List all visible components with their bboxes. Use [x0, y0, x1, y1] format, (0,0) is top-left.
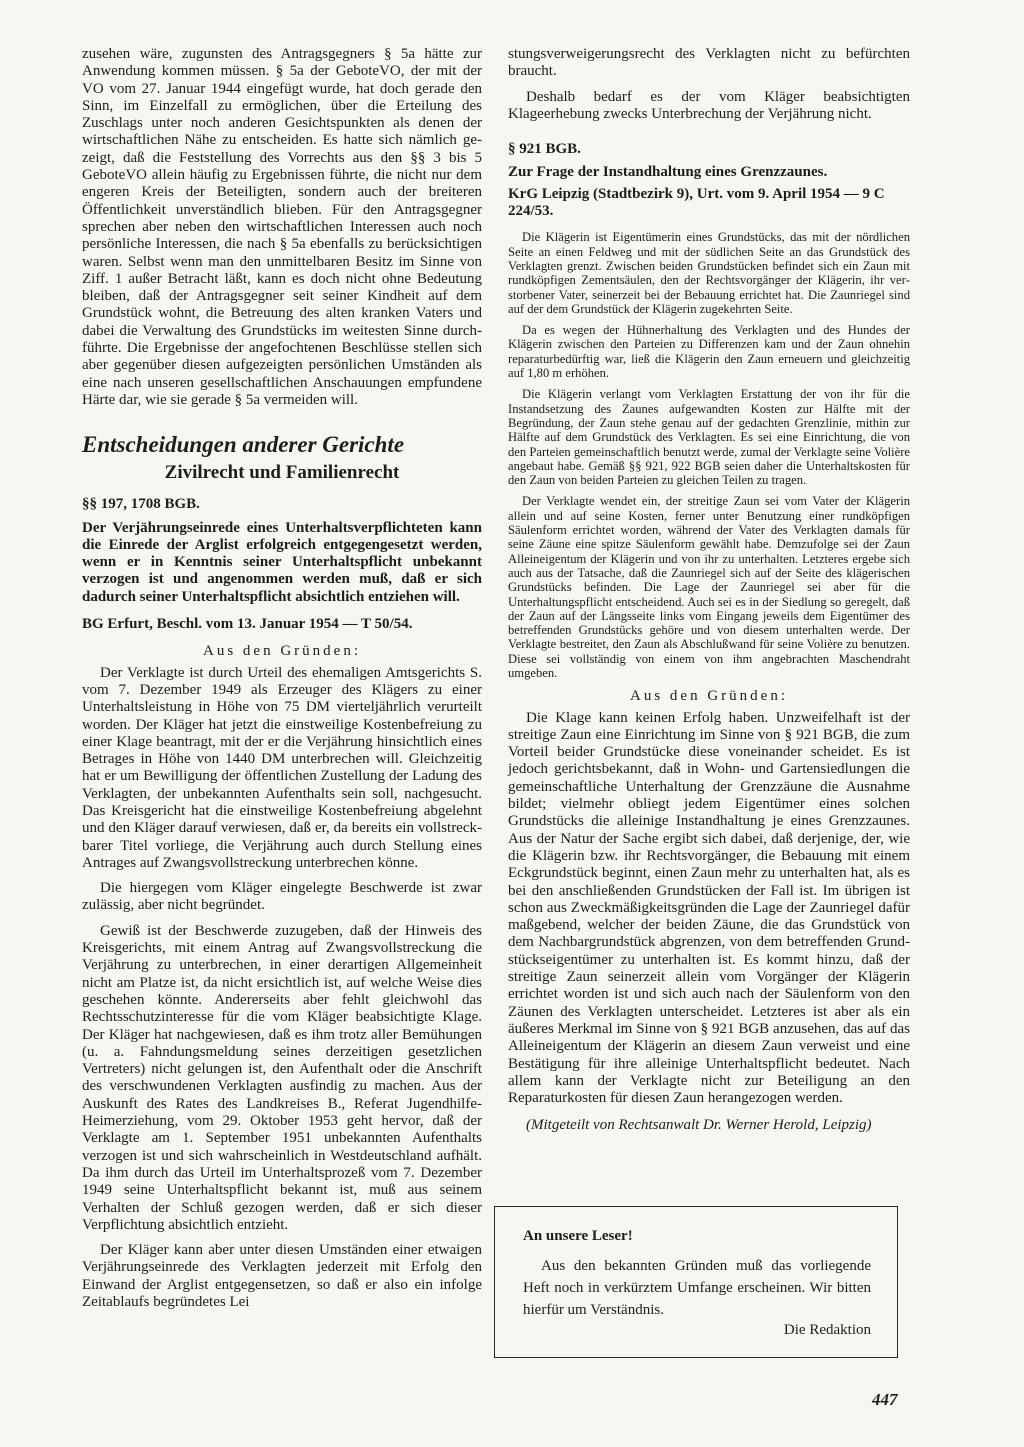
case2-credit: (Mitgeteilt von Rechtsanwalt Dr. Werner Herold, Leipzig) — [526, 1117, 872, 1134]
case2-fact-paragraph: Da es wegen der Hühnerhaltung des Verklagten und des Hundes der Klägerin zwischen den Parteien zu Differenzen kam und der Zaun ohnehin reparaturbedürftig war, ließ die Klägerin den Zaun erneuern und gleichzeitig auf 1,80 m erhöhen. — [508, 323, 910, 381]
notice-signature: Die Redaktion — [783, 1322, 871, 1338]
notice-body: Aus den bekannten Gründen muß das vorliegende Heft noch in verkürztem Umfange erscheinen. Wir bitten hierfür um Verständnis. — [523, 1258, 871, 1318]
section-heading: Entscheidungen anderer Gerichte — [82, 432, 405, 458]
case1-court-reference: BG Erfurt, Beschl. vom 13. Januar 1954 — T 50/54. — [82, 616, 413, 633]
left-column — [82, 46, 482, 1311]
case1-headnote: Der Verjährungseinrede eines Unterhaltsverpflichteten kann die Einrede der Arglist erfolgreich entgegengesetzt werden, wenn er in Kenntnis seiner Unterhaltspflicht unbekannt verzogen ist und angenommen werden muß, daß er sich dadurch seiner Unterhaltspflicht absichtlich entziehen will. — [82, 519, 482, 605]
page-number: 447 — [872, 1390, 898, 1409]
case1-paragraph: Der Kläger kann aber unter diesen Umständen einer etwaigen Verjährungseinrede des Verklagten jederzeit mit Erfolg den Einwand der Arglist entgegensetzen, so daß er also ein infolge Zeitablaufs begründetes Lei — [82, 1242, 482, 1310]
case2-statute: § 921 BGB. — [508, 141, 581, 158]
case2-court-reference: KrG Leipzig (Stadtbezirk 9), Urt. vom 9. April 1954 — 9 C 224/53. — [508, 185, 885, 220]
intro-paragraph: zusehen wäre, zugunsten des Antragsgegners § 5a hätte zur Anwendung kommen müssen. § 5a der GeboteVO, der mit der VO vom 27. Januar 1944 eingefügt wurde, hat doch gerade den Sinn, im Einzelfall zu ermöglichen, über die Erteilung des Zuschlags unter noch anderen Gesichtspunkten als denen der wirtschaftlichen Nähe zu entscheiden. Es hatte sich nämlich gezeigt, daß die Feststellung des Vorrechts aus den §§ 3 bis 5 GeboteVO allein häufig zu Ergebnissen führte, die nicht nur dem engeren Kreis der Beteiligten, sondern auch der breiteren Öffentlichkeit unverständlich blieben. Für den Antragsgegner sprechen aber neben den wirtschaftlichen Interessen auch noch persönliche Interessen, die nach § 5a ebenfalls zu berücksichtigen waren. Selbst wenn man den unmittelbaren Besitz im Sinne von Ziff. 1 außer Betracht läßt, kann es doch nicht ohne Bedeutung bleiben, daß der Antragsgegner seit seiner Kindheit auf dem Grundstück wohnt, die Betreuung des alten kranken Vaters und dabei die Verwaltung des Grundstücks im weitesten Sinne durchführte. Die Ergebnisse der angefochtenen Beschlüsse stellen sich aber gegenüber diesen aufgezeigten persönlichen Umständen als eine nach unseren gesellschaftlichen Anschauungen empfundene Härte dar, wie sie gerade § 5a vermeiden will. — [82, 46, 482, 408]
case1-paragraph: Der Verklagte ist durch Urteil des ehemaligen Amtsgerichts S. vom 7. Dezember 1949 als Erzeuger des Klägers zu einer Unterhaltsleistung in Höhe von 75 DM vierteljährlich verurteilt worden. Der Kläger hat jetzt die einstweilige Kostenbefreiung zu einer Klage beantragt, mit der er die Verjährung hinsichtlich eines Betrages in Höhe von 1440 DM unterbrechen will. Gleichzeitig hat er um Bewilligung der öffentlichen Zustellung der Ladung des Verklagten, der unbekannten Aufenthalts sein soll, nachgesucht. Das Kreisgericht hat die einstweilige Kostenbefreiung abgelehnt und den Kläger darauf verwiesen, daß er, da bereits ein vollstreckbarer Titel vorliege, die Verjährung auch durch Stellung eines Antrages auf Zwangsvollstreckung unterbrechen könne. — [82, 664, 482, 871]
case2-facts — [508, 230, 910, 680]
reader-notice-box — [494, 1206, 898, 1358]
case1-grounds-heading: Aus den Gründen: — [203, 643, 361, 660]
right-column — [508, 46, 910, 1135]
case2-fact-paragraph: Die Klägerin ist Eigentümerin eines Grundstücks, das mit der nördlichen Seite an einen Feldweg und mit der südlichen Seite an das Grundstück des Verklagten grenzt. Zwischen beiden Grundstücken befindet sich ein Zaun mit rundköpfigen Zementsäulen, den der Rechtsvorgänger der Klägerin, ihr verstorbener Vater, seinerzeit bei der Bebauung errichtet hat. Die Zaunriegel sind auf der dem Grundstück der Klägerin zugekehrten Seite. — [508, 230, 910, 316]
case1-paragraph: Die hiergegen vom Kläger eingelegte Beschwerde ist zwar zulässig, aber nicht begründet. — [82, 880, 482, 914]
case1-paragraph: Gewiß ist der Beschwerde zuzugeben, daß der Hinweis des Kreisgerichts, mit einem Antrag auf Zwangsvollstreckung die Verjährung zu unterbrechen, in einer derartigen Allgemeinheit nicht am Platze ist, da nicht ersichtlich ist, auf welche Weise dies geschehen könnte. Andererseits aber fehlt gleichwohl das Rechtsschutzinteresse für die vom Kläger beabsichtigte Klage. Der Kläger hat nachgewiesen, daß es ihm trotz aller Bemühungen (u. a. Fahndungsmeldung seines derzeitigen gesetzlichen Vertreters) nicht gelungen ist, den Aufenthalt oder die Anschrift des verschwundenen Verklagten ausfindig zu machen. Aus der Auskunft des Rates des Landkreises B., Referat Jugendhilfe-Heimerziehung, vom 29. Oktober 1953 geht hervor, daß der Verklagte am 1. September 1951 unbekannten Aufenthalts verzogen ist und sich wahrscheinlich in Westdeutschland aufhält. Da ihm durch das Urteil im Unterhaltsprozeß vom 7. Dezember 1949 seine Unterhaltspflicht bekannt ist, muß aus seinem Verhalten der Schluß gezogen werden, daß er sich dieser Verpflichtung absichtlich entzieht. — [82, 922, 482, 1233]
notice-title: An unsere Leser! — [523, 1228, 633, 1244]
continuation-paragraph: stungsverweigerungsrecht des Verklagten nicht zu befürchten braucht. — [508, 46, 910, 80]
case2-grounds-heading: Aus den Gründen: — [630, 688, 788, 705]
case2-fact-paragraph: Die Klägerin verlangt vom Verklagten Erstattung der von ihr für die Instandsetzung des Zaunes aufgewandten Kosten zur Hälfte mit der Begründung, der Zaun stehe genau auf der gedachten Grenzlinie, mithin zur Hälfte auf dem Grundstück des Verklagten. Es sei eine Einrichtung, die von den Parteien gemeinschaftlich benutzt werde, zumal der Verklagte seine Volière angebaut habe. Gemäß §§ 921, 922 BGB seien daher die Unterhaltskosten für den Zaun von beiden Parteien zu gleichen Teilen zu tragen. — [508, 387, 910, 488]
continuation-paragraph: Deshalb bedarf es der vom Kläger beabsichtigten Klageerhebung zwecks Unterbrechung der Verjährung nicht. — [508, 88, 910, 122]
section-subheading: Zivilrecht und Familienrecht — [164, 462, 400, 484]
case2-grounds-paragraph: Die Klage kann keinen Erfolg haben. Unzweifelhaft ist der streitige Zaun eine Einrichtung im Sinne von § 921 BGB, die zum Vorteil beider Grundstücke diese voneinander scheidet. Es ist jedoch gerichtsbekannt, daß in Wohn- und Gartensiedlungen die gemeinschaftliche Unterhaltung der Grenzzäune die Ausnahme bildet; vielmehr obliegt jedem Eigentümer eines solchen Grundstücks die alleinige Instandhaltung je eines Grenzzaunes. Aus der Natur der Sache ergibt sich dabei, daß derjenige, der, wie die Klägerin bzw. ihr Rechtsvorgänger, die Bebauung mit einem Eckgrundstück beginnt, einen Zaun mehr zu unterhalten hat, als es bei den anschließenden Grundstücken der Fall ist. Im übrigen ist schon aus Zweckmäßigkeitsgründen die Lage der Zaunriegel dafür maßgebend, welcher der beiden Zäune, die das Grundstück von dem Nachbargrundstück abgrenzen, von dem betreffenden Grundstückseigentümer zu unterhalten ist. Es kommt hinzu, daß der streitige Zaun seinerzeit allein vom Vorgänger der Klägerin errichtet worden ist und sich auch nach der Säulenform von den Zäunen des Verklagten unterscheidet. Letzteres ist aber als ein äußeres Merkmal im Sinne von § 921 BGB anzusehen, das auf das Alleineigentum der Klägerin an diesem Zaun verweist und eine Bestätigung für ihre alleinige Unterhaltspflicht bedeutet. Nach allem kann der Verklagte nicht zur Beteiligung an den Reparaturkosten für diesen Zaun herangezogen werden. — [508, 709, 910, 1107]
case1-statute: §§ 197, 1708 BGB. — [82, 496, 200, 513]
case2-fact-paragraph: Der Verklagte wendet ein, der streitige Zaun sei vom Vater der Klägerin allein und auf seine Kosten, ferner unter Benutzung einer rundköpfigen Säulenform errichtet worden, während der Vater des Verklagten damals für seine Zäune eine spitze Säulenform gewählt habe. Demzufolge sei der Zaun Alleineigentum der Klägerin und von ihr zu unterhalten. Letzteres ergebe sich auch aus der Tatsache, daß die Zaunriegel sich auf der Seite des klägerischen Grundstücks befinden. Die Lage der Zaunriegel sei aber für die Unterhaltungspflicht entscheidend. Auch sei es in der Siedlung so geregelt, daß der Zaun auf der Längsseite links vom Eingang jeweils dem Eigentümer des betreffenden Grundstücks gehöre und von diesem unterhalten werde. Der Verklagte bestreitet, den Zaun als Abschlußwand für seine Volière zu benutzen. Diese sei vollständig von einem von ihm angebrachten Maschendraht umgeben. — [508, 494, 910, 680]
case2-headnote: Zur Frage der Instandhaltung eines Grenzzaunes. — [508, 164, 828, 181]
